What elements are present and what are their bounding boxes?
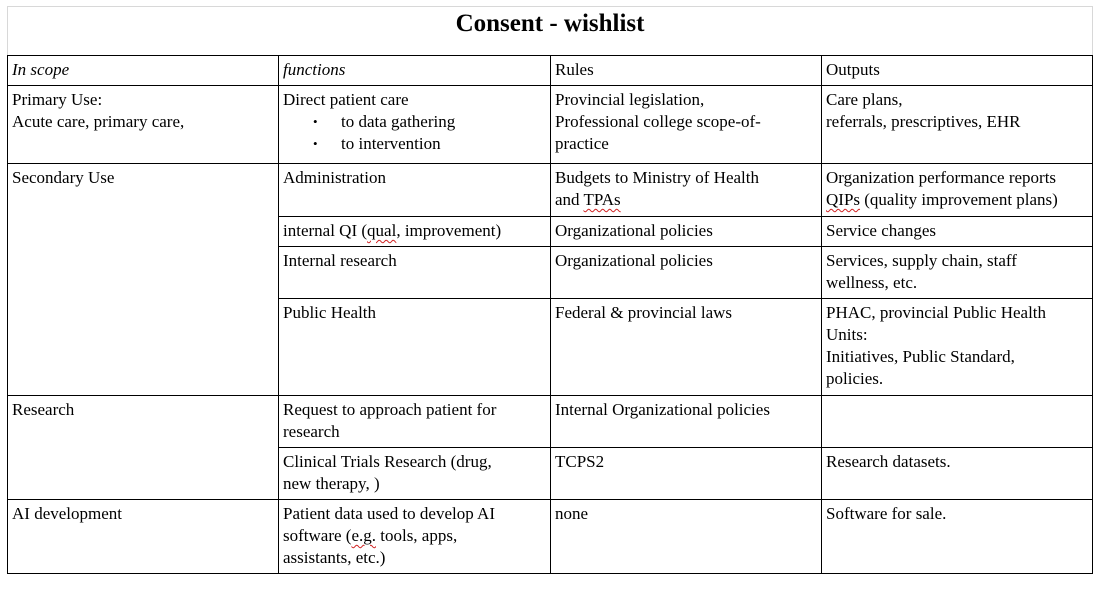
bullet-icon: • bbox=[313, 114, 318, 129]
scope-primary-label: Primary Use: bbox=[12, 90, 103, 109]
table-row-primary-use bbox=[8, 86, 1093, 164]
cell-rules-administration: Budgets to Ministry of Health and TPAs bbox=[551, 164, 822, 217]
cell-function-administration: Administration bbox=[279, 164, 551, 217]
table-row-administration bbox=[8, 164, 1093, 217]
function-direct-patient-care: Direct patient care bbox=[283, 90, 409, 109]
title-row bbox=[8, 7, 1093, 56]
list-item: • to intervention bbox=[313, 134, 441, 153]
header-in-scope: In scope bbox=[8, 56, 279, 86]
cell-function-clinical: Clinical Trials Research (drug, new therapy, ) bbox=[279, 448, 551, 500]
cell-scope-research: Research bbox=[8, 396, 279, 500]
list-item: • to data gathering bbox=[313, 112, 456, 131]
cell-function-primary bbox=[279, 86, 551, 164]
cell-function-ai: Patient data used to develop AI software (e.g. tools, apps, assistants, etc.) bbox=[279, 500, 551, 574]
scope-primary-detail: Acute care, primary care, bbox=[12, 112, 185, 131]
header-row bbox=[8, 56, 1093, 86]
spellcheck-underline: TPAs bbox=[583, 190, 621, 209]
header-rules: Rules bbox=[551, 56, 822, 86]
header-functions: functions bbox=[279, 56, 551, 86]
table-row-ai-development bbox=[8, 500, 1093, 574]
cell-outputs-ai: Software for sale. bbox=[822, 500, 1093, 574]
cell-rules-public-health: Federal & provincial laws bbox=[551, 299, 822, 396]
cell-outputs-administration: Organization performance reports QIPs (quality improvement plans) bbox=[822, 164, 1093, 217]
cell-scope-secondary: Secondary Use bbox=[8, 164, 279, 396]
cell-function-internal-qi: internal QI (qual, improvement) bbox=[279, 217, 551, 247]
cell-outputs-internal-research: Services, supply chain, staff wellness, etc. bbox=[822, 247, 1093, 299]
cell-scope-primary bbox=[8, 86, 279, 164]
cell-outputs-request bbox=[822, 396, 1093, 448]
cell-rules-clinical: TCPS2 bbox=[551, 448, 822, 500]
cell-rules-internal-research: Organizational policies bbox=[551, 247, 822, 299]
cell-rules-primary: Provincial legislation, Professional college scope-of- practice bbox=[551, 86, 822, 164]
consent-wishlist-table bbox=[7, 6, 1093, 574]
spellcheck-underline: qual bbox=[367, 221, 397, 240]
cell-outputs-primary: Care plans, referrals, prescriptives, EHR bbox=[822, 86, 1093, 164]
table-title: Consent - wishlist bbox=[8, 7, 1093, 56]
cell-function-internal-research: Internal research bbox=[279, 247, 551, 299]
header-outputs: Outputs bbox=[822, 56, 1093, 86]
spellcheck-underline: QIPs bbox=[826, 190, 861, 209]
cell-rules-request: Internal Organizational policies bbox=[551, 396, 822, 448]
table-row-request-approach bbox=[8, 396, 1093, 448]
cell-function-request: Request to approach patient for research bbox=[279, 396, 551, 448]
cell-function-public-health: Public Health bbox=[279, 299, 551, 396]
cell-outputs-clinical: Research datasets. bbox=[822, 448, 1093, 500]
cell-outputs-public-health: PHAC, provincial Public Health Units: Initiatives, Public Standard, policies. bbox=[822, 299, 1093, 396]
cell-rules-internal-qi: Organizational policies bbox=[551, 217, 822, 247]
cell-rules-ai: none bbox=[551, 500, 822, 574]
cell-scope-ai: AI development bbox=[8, 500, 279, 574]
document-page bbox=[7, 6, 1092, 574]
bullet-icon: • bbox=[313, 136, 318, 151]
function-bullet-list bbox=[283, 111, 546, 155]
spellcheck-underline: e.g. bbox=[351, 526, 376, 545]
cell-outputs-internal-qi: Service changes bbox=[822, 217, 1093, 247]
